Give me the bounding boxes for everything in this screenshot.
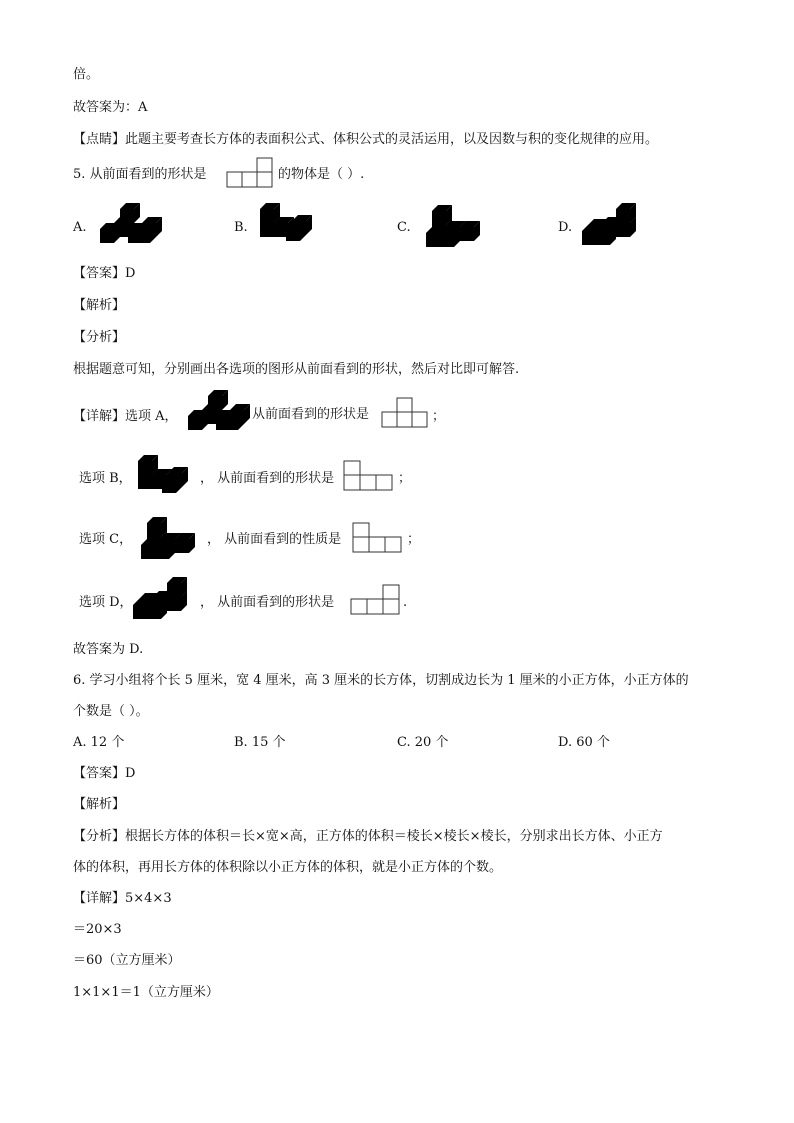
- detail-6-line-3: ＝60（立方厘米）: [73, 953, 181, 968]
- detail-c-end: ；: [407, 532, 421, 547]
- option-b-figure: [260, 203, 320, 251]
- analysis-6-heading: 【解析】: [73, 797, 126, 812]
- detail-c-figure: [141, 517, 205, 565]
- detail-b-figure: [138, 455, 194, 499]
- answer-line: 故答案为：A: [73, 100, 148, 115]
- answer-5: 【答案】D: [73, 266, 136, 281]
- option-a-label: A.: [73, 220, 87, 235]
- detail-a-figure: [188, 390, 252, 438]
- detail-b-text: 选项 B，: [79, 471, 132, 486]
- q6-option-b: B. 15 个: [234, 735, 286, 750]
- option-c-figure: [426, 205, 490, 253]
- front-view-figure: [226, 158, 274, 188]
- detail-6-line-2: ＝20×3: [73, 922, 122, 937]
- comment-line: 【点睛】此题主要考查长方体的表面积公式、体积公式的灵活运用，以及因数与积的变化规律的应用。: [73, 132, 659, 147]
- option-b-label: B.: [234, 220, 248, 235]
- option-a-figure: [100, 203, 164, 251]
- answer-6: 【答案】D: [73, 766, 136, 781]
- detail-c-text: 选项 C，: [79, 532, 133, 547]
- fenxi-5-heading: 【分析】: [73, 330, 126, 345]
- option-d-label: D.: [558, 220, 573, 235]
- fenxi-6-line-2: 体的体积，再用长方体的体积除以小正方体的体积，就是小正方体的个数。: [73, 860, 503, 875]
- question-5-stem: 5. 从前面看到的形状是: [73, 167, 207, 182]
- detail-b-end: ；: [398, 471, 412, 486]
- detail-a-middle: 从前面看到的形状是: [252, 407, 370, 422]
- question-5-stem-end: 的物体是（ ）.: [278, 167, 365, 182]
- text-line: 倍。: [73, 67, 100, 82]
- detail-c-middle: ， 从前面看到的性质是: [207, 532, 342, 547]
- detail-a-end: ；: [432, 409, 446, 424]
- q6-option-d: D. 60 个: [558, 735, 610, 750]
- detail-c-front-view: [352, 522, 402, 554]
- detail-d-end: .: [403, 595, 408, 610]
- q6-option-c: C. 20 个: [397, 735, 449, 750]
- option-d-figure: [582, 203, 642, 251]
- option-c-label: C.: [397, 220, 411, 235]
- detail-d-front-view: [350, 584, 400, 616]
- detail-6-line-1: 【详解】5×4×3: [73, 891, 172, 906]
- question-6-stem-2: 个数是（ ）。: [73, 704, 149, 719]
- detail-b-front-view: [343, 460, 393, 492]
- q6-option-a: A. 12 个: [73, 735, 125, 750]
- detail-6-line-4: 1×1×1＝1（立方厘米）: [73, 985, 219, 1000]
- detail-d-figure: [133, 577, 193, 625]
- analysis-5-heading: 【解析】: [73, 298, 126, 313]
- detail-a-front-view: [381, 397, 429, 429]
- question-6-stem-1: 6. 学习小组将个长 5 厘米，宽 4 厘米，高 3 厘米的长方体，切割成边长为 1 厘米的小正方体，小正方体的: [73, 673, 689, 688]
- detail-b-middle: ， 从前面看到的形状是: [200, 471, 335, 486]
- detail-d-middle: ， 从前面看到的形状是: [200, 595, 335, 610]
- detail-a-text: 【详解】选项 A，: [73, 409, 178, 424]
- fenxi-6-line-1: 【分析】根据长方体的体积＝长×宽×高，正方体的体积＝棱长×棱长×棱长，分别求出长方体、小正方: [73, 829, 663, 844]
- detail-d-text: 选项 D，: [79, 595, 133, 610]
- fenxi-5-text: 根据题意可知，分别画出各选项的图形从前面看到的形状，然后对比即可解答.: [73, 362, 520, 377]
- conclusion-5: 故答案为 D.: [73, 642, 144, 657]
